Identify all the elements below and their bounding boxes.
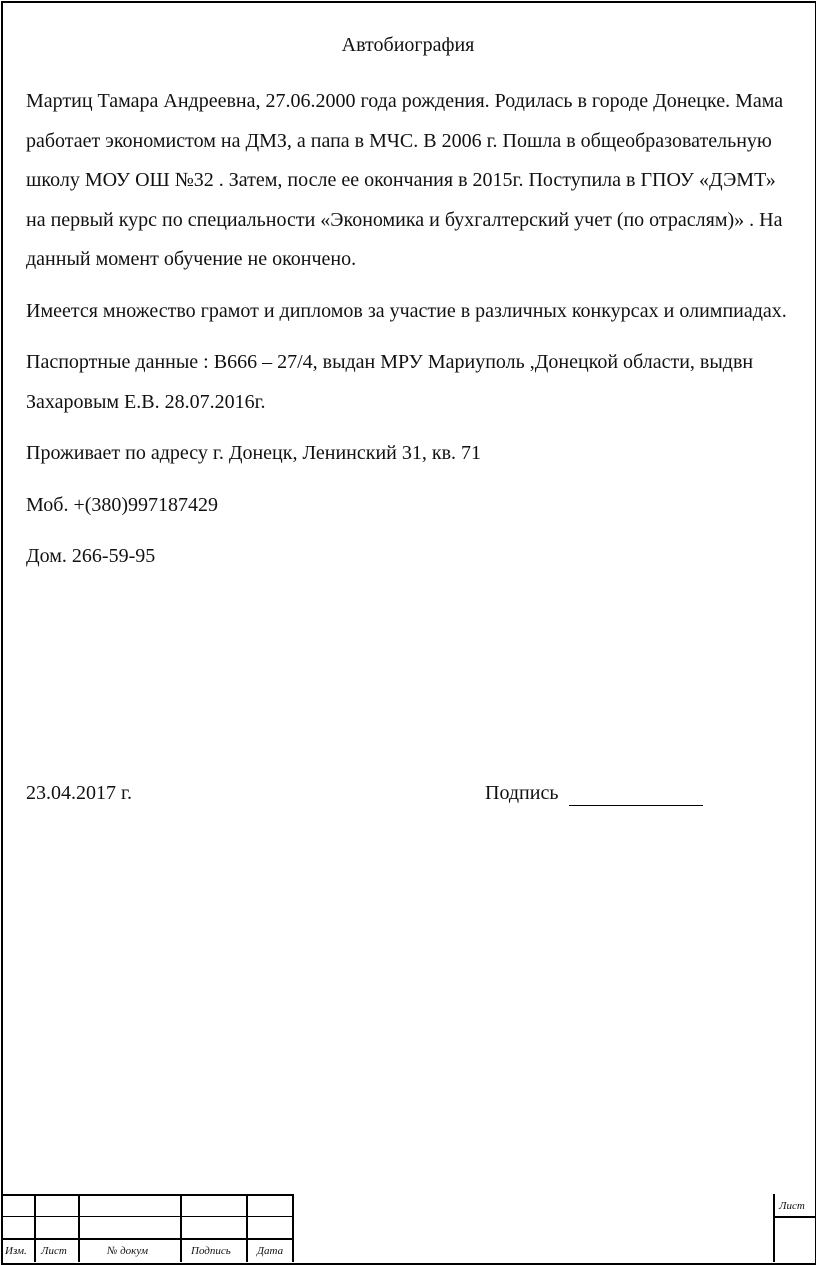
stamp-col-line-6 (773, 1194, 775, 1262)
document-date: 23.04.2017 г. (26, 782, 132, 804)
stamp-sheet-line (773, 1216, 815, 1218)
stamp-label-doc-number: № докум (107, 1245, 148, 1257)
stamp-label-sheet: Лист (779, 1200, 805, 1212)
paragraph-home-phone: Дом. 266-59-95 (26, 545, 156, 567)
signature-line (569, 805, 703, 806)
paragraph-passport: Паспортные данные : В666 – 27/4, выдан МРУ Мариуполь ,Донецкой области, выдвн Захаровым Е.В. 28.07.2016г. (26, 351, 754, 413)
document-title: Автобиография (341, 34, 475, 56)
title-block-stamp (1, 1194, 815, 1263)
stamp-label-izm: Изм. (5, 1245, 27, 1257)
stamp-label-date: Дата (257, 1245, 284, 1257)
paragraph-address: Проживает по адресу г. Донецк, Ленинский 31, кв. 71 (26, 442, 482, 464)
paragraph-awards: Имеется множество грамот и дипломов за участие в различных конкурсах и олимпиадах. (26, 299, 787, 322)
stamp-col-line-5 (292, 1194, 294, 1262)
stamp-top-line (1, 1194, 293, 1196)
stamp-col-line-1 (34, 1194, 36, 1262)
stamp-label-signature: Подпись (191, 1245, 231, 1257)
signature-label: Подпись (485, 782, 559, 804)
stamp-row-line-2 (1, 1238, 293, 1240)
stamp-label-list: Лист (41, 1245, 67, 1257)
paragraph-mobile: Моб. +(380)997187429 (26, 493, 219, 516)
stamp-row-line-1 (1, 1216, 293, 1217)
document-body (26, 82, 796, 589)
paragraph-biography: Мартиц Тамара Андреевна, 27.06.2000 года рождения. Родилась в городе Донецке. Мама работает экономистом на ДМЗ, а папа в МЧС. В 2006 г. Пошла в общеобразовательную школу МОУ ОШ №32 . Затем, после ее окончания в 2015г. Поступила в ГПОУ «ДЭМТ» на первый курс по специальности «Экономика и бухгалтерский учет (по отраслям)» . На данный момент обучение не окончено. (26, 90, 784, 270)
stamp-col-line-2 (78, 1194, 80, 1262)
stamp-col-line-3 (180, 1194, 182, 1262)
stamp-col-line-4 (246, 1194, 248, 1262)
